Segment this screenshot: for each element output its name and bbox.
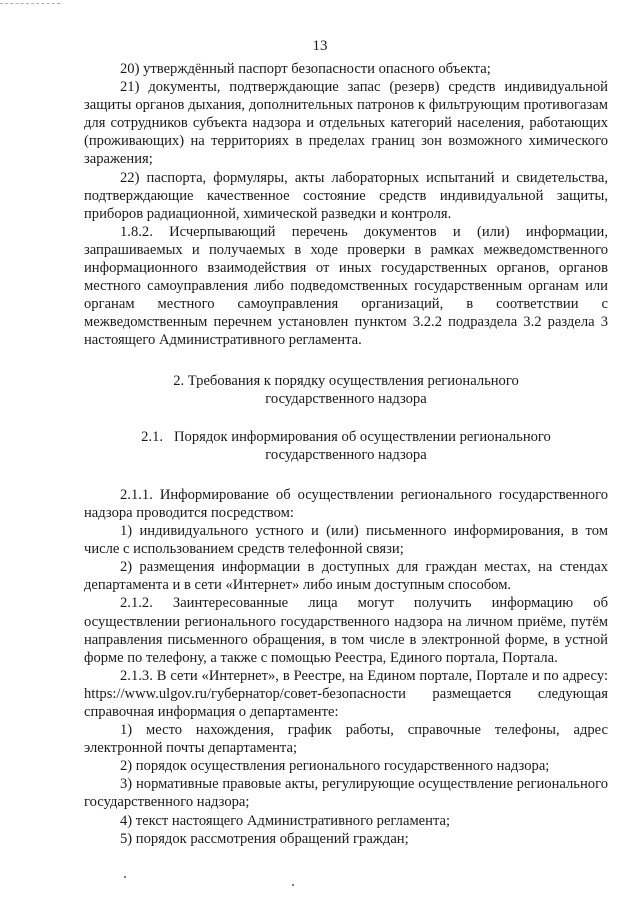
info-item-4: 4) текст настоящего Административного регламента;: [120, 812, 451, 829]
section-heading-line-1: 2. Требования к порядку осуществления регионального: [173, 372, 519, 389]
paragraph-1-8-2: 1.8.2. Исчерпывающий перечень документов и (или) информации, запрашиваемых и получаемых в ходе проверки в рамках межведомственного информационного взаимодействия от иных государственных органов, органов местного самоуправления либо подведомственных государственным органам или органам местного самоуправления организаций, в соответствии с межведомственным перечнем установлен пунктом 3.2.2 подраздела 3.2 раздела 3 настоящего Административного регламента.: [84, 223, 608, 349]
subsection-heading-line-2: государственного надзора: [265, 446, 427, 463]
paragraph-list-1: 1) индивидуального устного и (или) письменного информирования, в том числе с использованием средств телефонной связи;: [84, 523, 608, 558]
paragraph-2-1-1: 2.1.1. Информирование об осуществлении регионального государственного надзора проводится посредством:: [84, 486, 608, 521]
paragraph-item-22: 22) паспорта, формуляры, акты лабораторных испытаний и свидетельства, подтверждающие качественное состояние средств индивидуальной защиты, приборов радиационной, химической разведки и контроля.: [84, 169, 608, 222]
info-item-3: 3) нормативные правовые акты, регулирующие осуществление регионального государственного надзора;: [84, 776, 608, 811]
subsection-heading: [84, 428, 608, 464]
info-item-2: 2) порядок осуществления регионального государственного надзора;: [120, 758, 550, 775]
subsection-heading-line-1: 2.1. Порядок информирования об осуществлении регионального: [141, 428, 551, 445]
info-item-1: 1) место нахождения, график работы, справочные телефоны, адрес электронной почты департамента;: [84, 722, 608, 757]
section-heading: [84, 372, 608, 408]
paragraph-list-2: 2) размещения информации в доступных для граждан местах, на стендах департамента и в сети «Интернет» либо иным доступным способом.: [84, 559, 608, 594]
scan-artifact: [0, 3, 60, 6]
section-heading-line-2: государственного надзора: [265, 390, 427, 407]
paragraph-item-20: 20) утверждённый паспорт безопасности опасного объекта;: [120, 61, 491, 77]
scan-speck: [124, 876, 126, 878]
document-body: [84, 60, 608, 848]
scan-speck: [292, 884, 294, 886]
paragraph-2-1-2: 2.1.2. Заинтересованные лица могут получить информацию об осуществлении регионального государственного надзора на личном приёме, путём направления письменного обращения, в том числе в электронной форме, в устной форме по телефону, а также с помощью Реестра, Единого портала, Портала.: [84, 595, 608, 666]
page-number: 13: [312, 38, 328, 54]
info-item-5: 5) порядок рассмотрения обращений граждан;: [120, 830, 409, 847]
paragraph-item-21: 21) документы, подтверждающие запас (резерв) средств индивидуальной защиты органов дыхания, дополнительных патронов к фильтрующим противогазам для сотрудников субъекта надзора и отдельных категорий населения, работающих (проживающих) на территориях в пределах границ зон возможного химического заражения;: [84, 79, 608, 168]
paragraph-2-1-3: 2.1.3. В сети «Интернет», в Реестре, на Едином портале, Портале и по адресу: https://www.ulgov.ru/губернатор/совет-безопасности размещается следующая справочная информация о департаменте:: [84, 667, 608, 720]
